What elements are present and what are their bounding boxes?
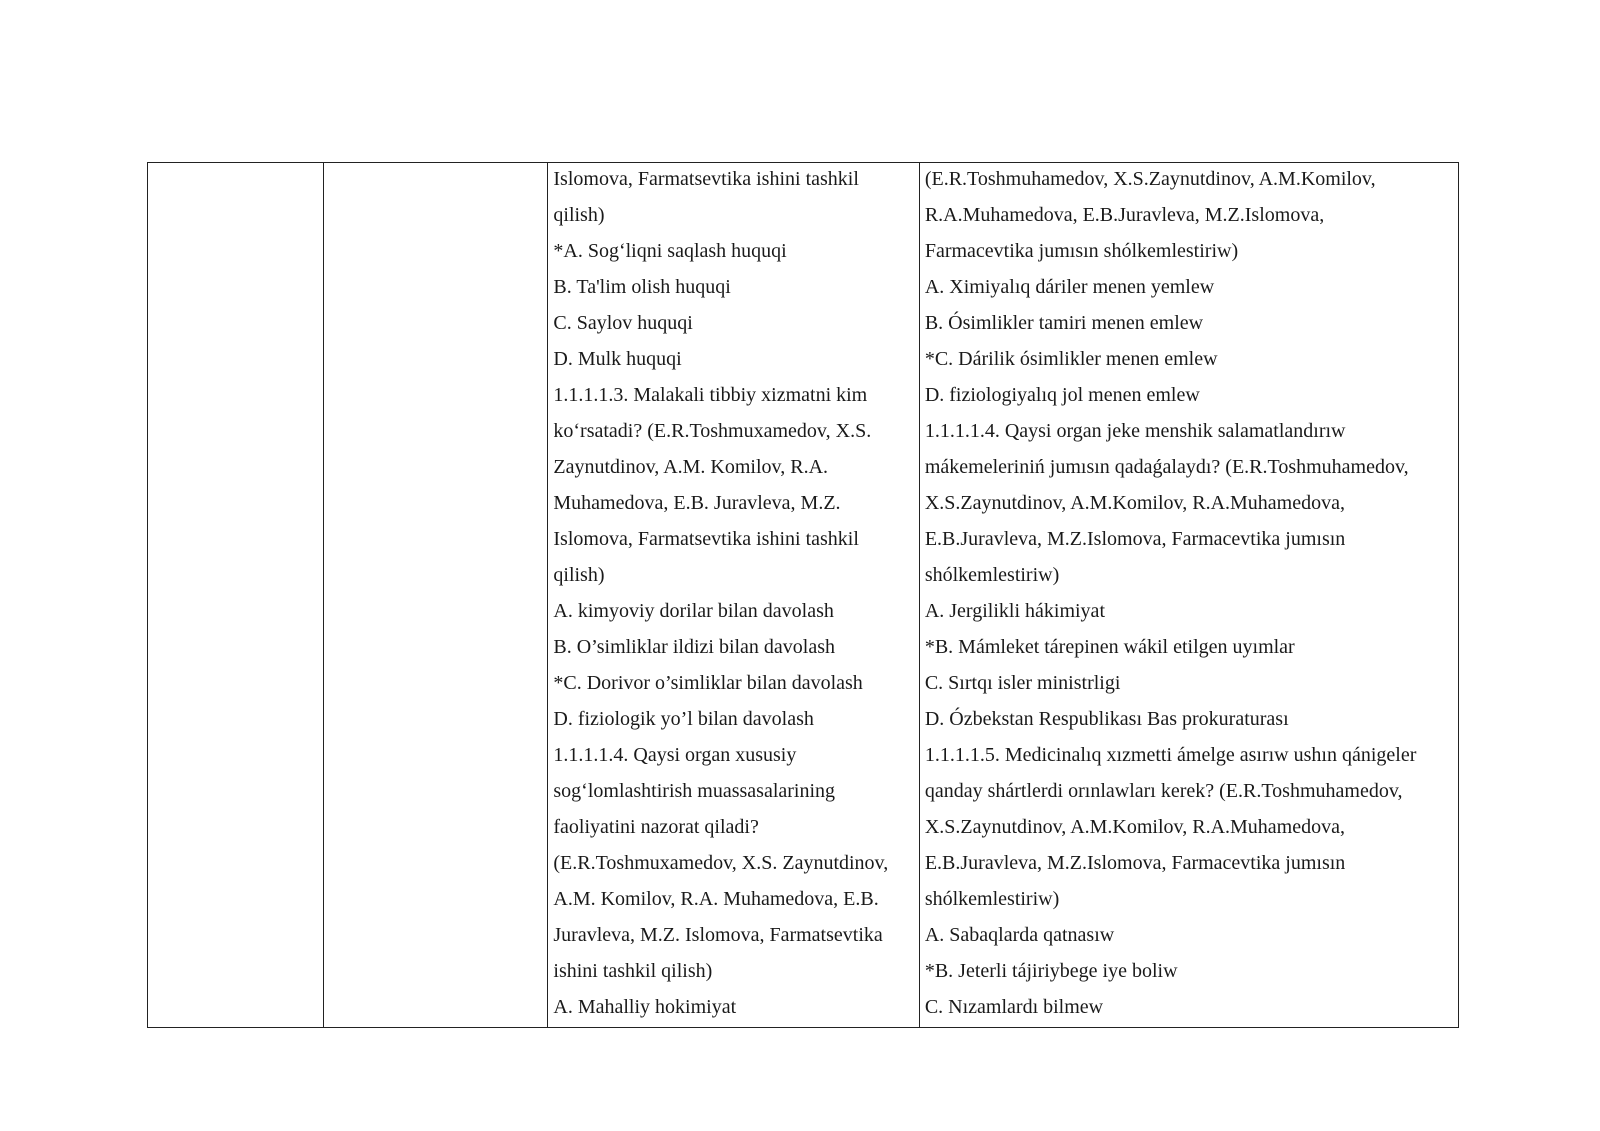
text-line: Islomova, Farmatsevtika ishini tashkil — [553, 168, 859, 190]
text-line: ishini tashkil qilish) — [553, 960, 713, 982]
text-line: A. Mahalliy hokimiyat — [553, 996, 737, 1018]
text-line: 1.1.1.1.4. Qaysi organ jeke menshik salamatlandırıw — [924, 420, 1346, 442]
table-cell-karakalpak-questions — [920, 163, 1458, 1027]
text-line: sog‘lomlashtirish muassasalarining — [553, 780, 836, 802]
text-line: Juravleva, M.Z. Islomova, Farmatsevtika — [553, 924, 883, 946]
text-line: shólkemlestiriw) — [924, 888, 1060, 910]
text-line: X.S.Zaynutdinov, A.M.Komilov, R.A.Muhamedova, — [924, 816, 1345, 838]
text-line: *A. Sog‘liqni saqlash huquqi — [553, 240, 787, 262]
text-line: E.B.Juravleva, M.Z.Islomova, Farmacevtika jumısın — [924, 528, 1346, 550]
text-line: B. Ósimlikler tamiri menen emlew — [924, 312, 1204, 334]
text-line: D. fiziologiyalıq jol menen emlew — [924, 384, 1200, 406]
text-line: A.M. Komilov, R.A. Muhamedova, E.B. — [553, 888, 879, 910]
text-line: 1.1.1.1.4. Qaysi organ xususiy — [553, 744, 797, 766]
text-line: E.B.Juravleva, M.Z.Islomova, Farmacevtika jumısın — [924, 852, 1346, 874]
text-line: 1.1.1.1.5. Medicinalıq xızmetti ámelge asırıw ushın qánigeler — [924, 744, 1417, 766]
text-line: D. Ózbekstan Respublikası Bas prokuraturası — [924, 708, 1289, 730]
text-line: Muhamedova, E.B. Juravleva, M.Z. — [553, 492, 841, 514]
text-line: ko‘rsatadi? (E.R.Toshmuxamedov, X.S. — [553, 420, 872, 442]
text-line: B. O’simliklar ildizi bilan davolash — [553, 636, 836, 658]
text-line: B. Ta'lim olish huquqi — [553, 276, 731, 298]
table-cell-empty-1 — [148, 163, 324, 1027]
text-line: Farmacevtika jumısın shólkemlestiriw) — [924, 240, 1239, 262]
text-line: A. Jergilikli hákimiyat — [924, 600, 1105, 622]
text-line: C. Sırtqı isler ministrligi — [924, 672, 1121, 694]
text-line: 1.1.1.1.3. Malakali tibbiy xizmatni kim — [553, 384, 868, 406]
text-line: faoliyatini nazorat qiladi? — [553, 816, 759, 838]
text-line: (E.R.Toshmuhamedov, X.S.Zaynutdinov, A.M.Komilov, — [924, 168, 1376, 190]
text-line: *B. Mámleket tárepinen wákil etilgen uyımlar — [924, 636, 1295, 658]
text-line: A. Sabaqlarda qatnasıw — [924, 924, 1115, 946]
text-line: shólkemlestiriw) — [924, 564, 1060, 586]
text-line: Islomova, Farmatsevtika ishini tashkil — [553, 528, 859, 550]
text-line: qanday shártlerdi orınlawları kerek? (E.R.Toshmuhamedov, — [924, 780, 1403, 802]
text-line: *B. Jeterli tájiriybege iye boliw — [924, 960, 1178, 982]
text-line: C. Saylov huquqi — [553, 312, 693, 334]
text-line: *C. Dorivor o’simliklar bilan davolash — [553, 672, 863, 694]
table-cell-empty-2 — [324, 163, 549, 1027]
text-line: A. kimyoviy dorilar bilan davolash — [553, 600, 834, 622]
text-line: A. Ximiyalıq dáriler menen yemlew — [924, 276, 1215, 298]
table-cell-uzbek-questions — [548, 163, 919, 1027]
text-line: (E.R.Toshmuxamedov, X.S. Zaynutdinov, — [553, 852, 889, 874]
text-line: mákemeleriniń jumısın qadaǵalaydı? (E.R.Toshmuhamedov, — [924, 456, 1409, 478]
text-line: X.S.Zaynutdinov, A.M.Komilov, R.A.Muhamedova, — [924, 492, 1345, 514]
text-line: D. fiziologik yo’l bilan davolash — [553, 708, 814, 730]
question-table — [147, 162, 1459, 1028]
text-line: Zaynutdinov, A.M. Komilov, R.A. — [553, 456, 829, 478]
text-line: C. Nızamlardı bilmew — [924, 996, 1104, 1018]
text-line: D. Mulk huquqi — [553, 348, 682, 370]
text-line: qilish) — [553, 204, 605, 226]
text-line: *C. Dárilik ósimlikler menen emlew — [924, 348, 1218, 370]
text-line: R.A.Muhamedova, E.B.Juravleva, M.Z.Islomova, — [924, 204, 1325, 226]
text-line: qilish) — [553, 564, 605, 586]
